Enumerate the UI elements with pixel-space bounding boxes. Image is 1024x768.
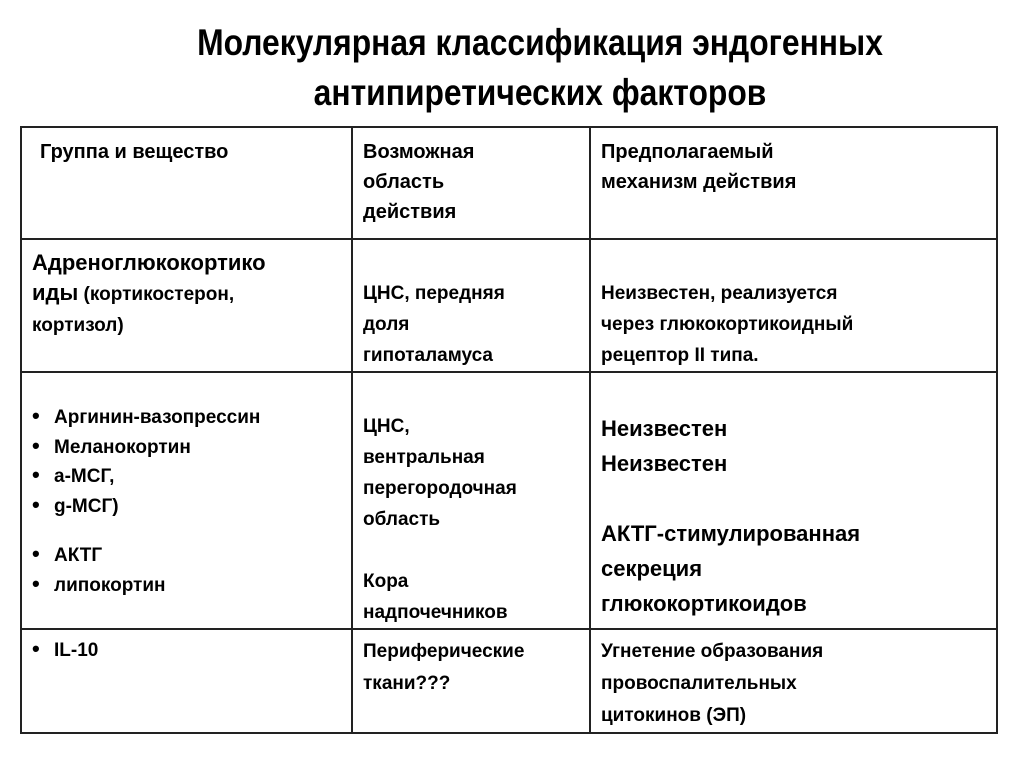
header-area — [352, 127, 590, 239]
mechanism-cell — [590, 372, 997, 629]
list-item: • Аргинин-вазопрессин — [26, 403, 351, 433]
area-cell — [352, 629, 590, 733]
group-name-cont: иды — [32, 280, 79, 305]
area-line: Периферические — [363, 641, 525, 662]
area-line: доля — [363, 314, 410, 335]
title-line-1: Молекулярная классификация эндогенных — [197, 22, 883, 63]
group-cell — [21, 372, 352, 629]
header-mechanism-line: Предполагаемый — [601, 141, 774, 163]
area-line: гипоталамуса — [363, 345, 493, 366]
area-line: Кора — [363, 571, 409, 592]
mechanism-line: секреция — [601, 556, 703, 581]
mechanism-line: АКТГ-стимулированная — [601, 521, 861, 546]
header-row — [21, 127, 997, 239]
mechanism-line: Угнетение образования — [601, 641, 824, 662]
mechanism-cell — [590, 239, 997, 372]
area-line: ЦНС, передняя — [363, 283, 505, 304]
header-area-line: Возможная — [363, 141, 475, 163]
title-line-2: антипиретических факторов — [313, 72, 767, 113]
area-line: ЦНС, — [363, 416, 410, 437]
mechanism-line: рецептор II типа. — [601, 345, 759, 366]
classification-table — [20, 126, 998, 734]
list-item: • липокортин — [26, 571, 351, 601]
mechanism-cell — [590, 629, 997, 733]
group-name: Адреноглюкокортико — [32, 250, 266, 275]
table-row — [21, 239, 997, 372]
mechanism-line: провоспалительных — [601, 673, 797, 694]
mechanism-line: Неизвестен — [601, 451, 728, 476]
list-item: • Меланокортин — [26, 433, 351, 463]
group-examples: (кортикостерон, — [78, 284, 235, 305]
substance-list — [26, 541, 351, 600]
area-line: вентральная — [363, 447, 485, 468]
area-cell — [352, 239, 590, 372]
mechanism-line: Неизвестен — [601, 416, 728, 441]
mechanism-line: Неизвестен, реализуется — [601, 283, 838, 304]
area-line: ткани??? — [363, 673, 451, 694]
header-mechanism — [590, 127, 997, 239]
mechanism-line: цитокинов (ЭП) — [601, 705, 747, 726]
substance-list — [26, 636, 351, 666]
header-group-label: Группа и вещество — [40, 141, 229, 163]
group-cell — [21, 239, 352, 372]
substance-list — [26, 403, 351, 521]
group-examples-cont: кортизол) — [32, 315, 124, 336]
list-item: • g-МСГ) — [26, 492, 351, 522]
list-item: • IL-10 — [26, 636, 351, 666]
table-row — [21, 372, 997, 629]
group-cell — [21, 629, 352, 733]
list-item: • АКТГ — [26, 541, 351, 571]
header-area-line: область — [363, 171, 445, 193]
table-row — [21, 629, 997, 733]
mechanism-line: через глюкокортикоидный — [601, 314, 854, 335]
header-area-line: действия — [363, 201, 457, 223]
area-line: надпочечников — [363, 602, 508, 623]
area-line: перегородочная — [363, 478, 517, 499]
header-mechanism-line: механизм действия — [601, 171, 797, 193]
list-item: • a-МСГ, — [26, 462, 351, 492]
mechanism-line: глюкокортикоидов — [601, 591, 807, 616]
area-cell — [352, 372, 590, 629]
area-line: область — [363, 509, 441, 530]
page-title — [127, 18, 953, 118]
header-group — [21, 127, 352, 239]
